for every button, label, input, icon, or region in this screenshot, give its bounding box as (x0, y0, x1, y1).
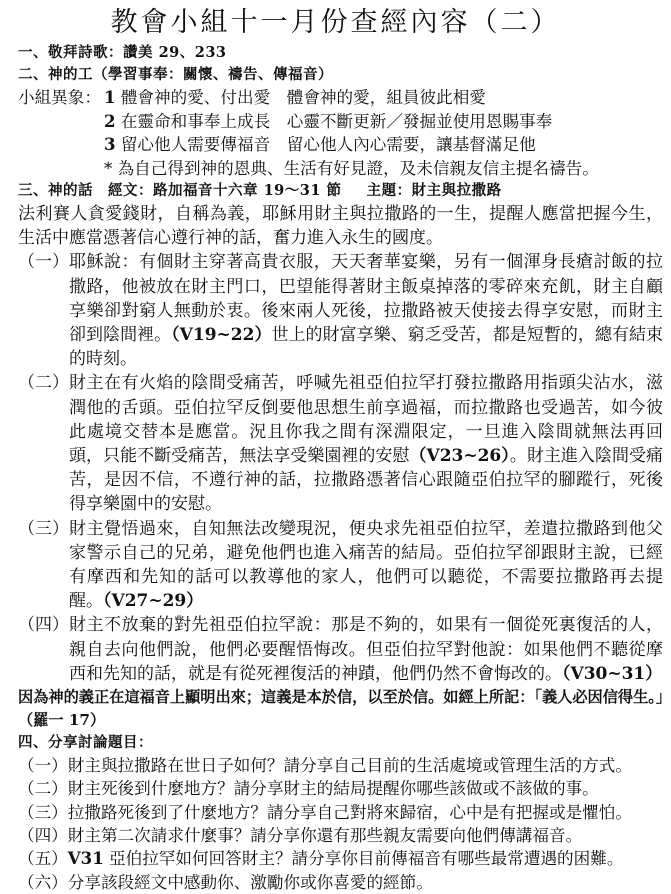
verse-ref: （V30~31） (562, 663, 663, 684)
question-number: （四） (18, 825, 68, 845)
group-agenda-row-2 (18, 110, 671, 134)
section-after: 。財主進入陰間受痛苦，是因不信，不遵行神的話，拉撒路憑著信心跟隨亞伯拉罕的腳蹤行，死後得享樂園中的安慰。 (69, 446, 664, 515)
section-text: 耶穌說：有個財主穿著高貴衣服，天天奢華宴樂，另有一個渾身長瘡討飯的拉撒路，他被放在財主門口，巴望能得著財主飯桌掉落的零碎來充飢，財主自顧享樂卻對窮人無動於衷。後來兩人死後，拉撒路被天使接去得享安慰，而財主卻到陰間裡。 (69, 252, 663, 346)
question-number: （六） (18, 872, 68, 892)
conclusion-text: 因為神的義正在這福音上顯明出來；這義是本於信，以至於信。如經上所記：「義人必因信得生。」 (18, 688, 671, 707)
group-agenda-row-4 (18, 157, 671, 181)
question-text: 財主第二次請求什麼事？請分享你還有那些親友需要向他們傳講福音。 (67, 825, 583, 845)
gods-word-heading (18, 180, 671, 202)
gods-word-verse-unit: 節 (326, 182, 342, 199)
worship-label: 一、敬拜詩歌：讚美 (18, 44, 153, 61)
section-4 (18, 613, 663, 686)
agenda-text: 體會神的愛、付出愛 體會神的愛，組員彼此相愛 (120, 88, 486, 107)
worship-heading (18, 42, 671, 64)
conclusion-ref: （羅一 17） (18, 711, 106, 730)
intro-paragraph: 法利賽人貪愛錢財，自稱為義，耶穌用財主與拉撒路的一生，提醒人應當把握今生，生活中應當憑著信心遵行神的話，奮力進入永生的國度。 (18, 204, 663, 249)
section-number: （三） (18, 518, 69, 539)
gods-word-theme: 主題：財主與拉撒路 (366, 182, 502, 199)
section-number: （一） (18, 252, 69, 273)
discussion-question (18, 824, 671, 847)
verse-ref: （V23~26） (409, 446, 510, 467)
discussion-question (18, 847, 671, 870)
verse-ref: （V19~22） (171, 325, 272, 346)
question-text: 拉撒路死後到了什麼地方？請分享自己對將來歸宿，心中是有把握或是懼怕。 (67, 802, 632, 822)
agenda-num: 1 (104, 87, 116, 107)
discussion-question (18, 754, 671, 777)
question-text: 亞伯拉罕如何回答財主？請分享你目前傳福音有哪些最常遭遇的困難。 (109, 849, 624, 869)
gods-word-label: 三、神的話 經文：路加福音十六章 (18, 182, 258, 199)
section-after: 世上的財富享樂、窮乏受苦，都是短暫的，總有結束的時刻。 (69, 325, 664, 370)
gods-work-heading: 二、神的工（學習事奉：關懷、禱告、傳福音） (18, 66, 333, 83)
question-text: 財主死後到什麼地方？請分享財主的結局提醒你哪些該做或不該做的事。 (67, 779, 599, 799)
question-number: （三） (18, 802, 68, 822)
agenda-text: 為自己得到神的恩典、生活有好見證，及未信親友信主提名禱告。 (117, 158, 599, 178)
agenda-num: 2 (104, 110, 116, 131)
discussion-question (18, 801, 671, 824)
discussion-question (18, 871, 671, 894)
section-text: 財主覺悟過來，自知無法改變現況，便央求先祖亞伯拉罕，差遣拉撒路到他父家警示自己的兄弟，避免他們也進入痛苦的結局。亞伯拉罕卻跟財主說，已經有摩西和先知的話可以教導他的家人，他們可以聽從，不需要拉撒路再去提醒。 (69, 518, 663, 612)
agenda-num: 3 (104, 134, 116, 154)
discussion-heading: 四、分享討論題目： (18, 734, 153, 752)
section-1 (18, 250, 663, 371)
question-number: （五） (18, 849, 68, 869)
section-text: 財主不放棄的對先祖亞伯拉罕說：那是不夠的，如果有一個從死裏復活的人，親自去向他們說，他們必要醒悟悔改。但亞伯拉罕對他說：如果他們不聽從摩西和先知的話，就是有從死裡復活的神蹟，他們仍然不會悔改的。 (69, 615, 663, 684)
section-2 (18, 371, 663, 516)
question-number: （二） (18, 779, 68, 799)
group-agenda-row-1 (18, 86, 671, 110)
section-number: （四） (18, 615, 69, 636)
group-agenda-label: 小組異象： (18, 88, 101, 107)
discussion-question (18, 777, 671, 800)
section-3 (18, 517, 663, 614)
page-title: 教會小組十一月份查經內容（二） (110, 7, 561, 38)
agenda-text: 在靈命和事奉上成長 心靈不斷更新／發掘並使用恩賜事奉 (120, 111, 553, 131)
question-verse: V31 (67, 848, 104, 869)
question-number: （一） (18, 756, 68, 776)
agenda-text: 留心他人需要傳福音 留心他人內心需要，讓基督滿足他 (120, 135, 536, 154)
gods-word-verses: 19～31 (263, 182, 321, 199)
worship-songs: 29、233 (158, 44, 227, 61)
conclusion-paragraph (18, 686, 671, 732)
section-text: 財主在有火焰的陰間受痛苦，呼喊先祖亞伯拉罕打發拉撒路用指頭尖沾水，滋潤他的舌頭。亞伯拉罕反倒要他思想生前享過福，而拉撒路也受過苦，如今彼此處境交替本是應當。況且你我之間有深淵限定，一旦進入陰間就無法再回頭，只能不斷受痛苦，無法享受樂園裡的安慰 (69, 373, 663, 467)
question-text: 分享該段經文中感動你、激勵你或你喜愛的經節。 (67, 872, 433, 892)
agenda-num: * (104, 158, 113, 178)
question-text: 財主與拉撒路在世日子如何？請分享自己目前的生活處境或管理生活的方式。 (67, 756, 632, 776)
section-number: （二） (18, 373, 69, 394)
verse-ref: （V27~29） (103, 591, 204, 612)
group-agenda-row-3 (18, 133, 671, 157)
